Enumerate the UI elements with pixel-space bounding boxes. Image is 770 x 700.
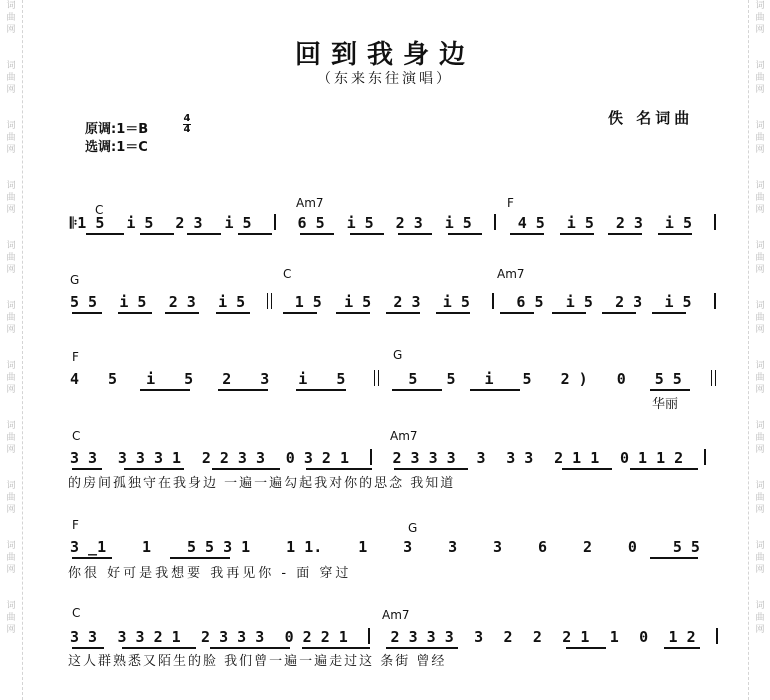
- beam-line: [650, 557, 698, 559]
- beam-line: [658, 233, 692, 235]
- beam-line: [386, 312, 420, 314]
- lyrics-row: 这人群熟悉又陌生的脸 我们曾一遍一遍走过这 条街 曾经: [68, 654, 447, 669]
- lyrics-row: 你很 好可是我想要 我再见你 - 面 穿过: [68, 566, 352, 581]
- beam-line: [187, 233, 221, 235]
- beam-line: [650, 389, 690, 391]
- song-subtitle: （东来东往演唱）: [317, 71, 453, 87]
- beam-line: [72, 468, 102, 470]
- beam-line: [300, 233, 334, 235]
- chord-label: F: [72, 350, 79, 364]
- beam-line: [608, 233, 642, 235]
- chord-label: F: [507, 196, 514, 210]
- chord-label: C: [72, 429, 81, 443]
- beam-line: [562, 468, 612, 470]
- beam-line: [283, 312, 317, 314]
- chord-label: C: [95, 203, 104, 217]
- chord-label: Am7: [497, 267, 525, 281]
- notation-row: 3 3 3 3 3 1 2 2 3 3 0 3 2 1 2 3 3 3 3 3 3 2 1 1 0 1 1 2: [70, 449, 706, 467]
- beam-line: [336, 312, 370, 314]
- notation-row: 4 5 i 5 2 3 i 5 5 5 i 5 2 ) 0 5 5: [70, 370, 716, 388]
- beam-line: [500, 312, 534, 314]
- selected-key: 选调:1＝C: [85, 140, 148, 155]
- beam-line: [118, 312, 152, 314]
- beam-line: [306, 468, 372, 470]
- beam-line: [72, 557, 112, 559]
- notation-row: 5 5 i 5 2 3 i 5 1 5 i 5 2 3 i 5 6 5 i 5 2 3 i 5: [70, 293, 716, 311]
- beam-line: [218, 389, 268, 391]
- beam-line: [210, 647, 290, 649]
- chord-label: C: [283, 267, 292, 281]
- beam-line: [140, 389, 190, 391]
- beam-line: [566, 647, 606, 649]
- beam-line: [296, 389, 346, 391]
- beam-line: [630, 468, 698, 470]
- beam-line: [124, 468, 184, 470]
- beam-line: [448, 233, 482, 235]
- notation-row: 3 _1 1 5 5 3 1 1 1. 1 3 3 3 6 2 0 5 5: [70, 538, 700, 556]
- beam-line: [436, 312, 470, 314]
- beam-line: [350, 233, 384, 235]
- lyrics-row: 的房间孤独守在我身边 一遍一遍勾起我对你的思念 我知道: [68, 476, 456, 491]
- beam-line: [238, 233, 272, 235]
- beam-line: [86, 233, 124, 235]
- notation-row: 𝄆1 5 i 5 2 3 i 5 6 5 i 5 2 3 i 5 4 5 i 5 2 3 i 5: [70, 214, 716, 232]
- beam-line: [216, 312, 250, 314]
- beam-line: [510, 233, 544, 235]
- chord-label: G: [408, 521, 418, 535]
- beam-line: [140, 233, 174, 235]
- watermark-right: 词 曲 网 词 曲 网 词 曲 网 词 曲 网 词 曲 网 词 曲 网 词 曲 网 词 曲 网 词 曲 网 词 曲 网 词 曲 网: [748, 0, 770, 700]
- beam-line: [652, 312, 686, 314]
- beam-line: [392, 389, 442, 391]
- notation-row: 3 3 3 3 2 1 2 3 3 3 0 2 2 1 2 3 3 3 3 2 2 2 1 1 0 1 2: [70, 628, 718, 646]
- beam-line: [302, 647, 370, 649]
- watermark-left: 词 曲 网 词 曲 网 词 曲 网 词 曲 网 词 曲 网 词 曲 网 词 曲 网 词 曲 网 词 曲 网 词 曲 网 词 曲 网: [0, 0, 23, 700]
- chord-label: Am7: [296, 196, 324, 210]
- beam-line: [170, 557, 230, 559]
- beam-line: [398, 233, 432, 235]
- beam-line: [165, 312, 199, 314]
- chord-label: C: [72, 606, 81, 620]
- beam-line: [552, 312, 586, 314]
- song-title: 回到我身边: [294, 40, 475, 70]
- beam-line: [602, 312, 636, 314]
- chord-label: G: [70, 273, 80, 287]
- original-key: 原调:1＝B: [85, 122, 149, 137]
- beam-line: [470, 389, 520, 391]
- beam-line: [394, 468, 468, 470]
- beam-line: [560, 233, 594, 235]
- chord-label: Am7: [390, 429, 418, 443]
- beam-line: [386, 647, 458, 649]
- chord-label: F: [72, 518, 79, 532]
- author-credit: 佚 名词曲: [608, 109, 694, 127]
- beam-line: [664, 647, 700, 649]
- beam-line: [122, 647, 196, 649]
- chord-label: Am7: [382, 608, 410, 622]
- beam-line: [212, 468, 280, 470]
- lyrics-row: 华丽: [652, 397, 679, 412]
- beam-line: [72, 647, 104, 649]
- time-signature: 4 4: [183, 113, 191, 135]
- beam-line: [72, 312, 102, 314]
- chord-label: G: [393, 348, 403, 362]
